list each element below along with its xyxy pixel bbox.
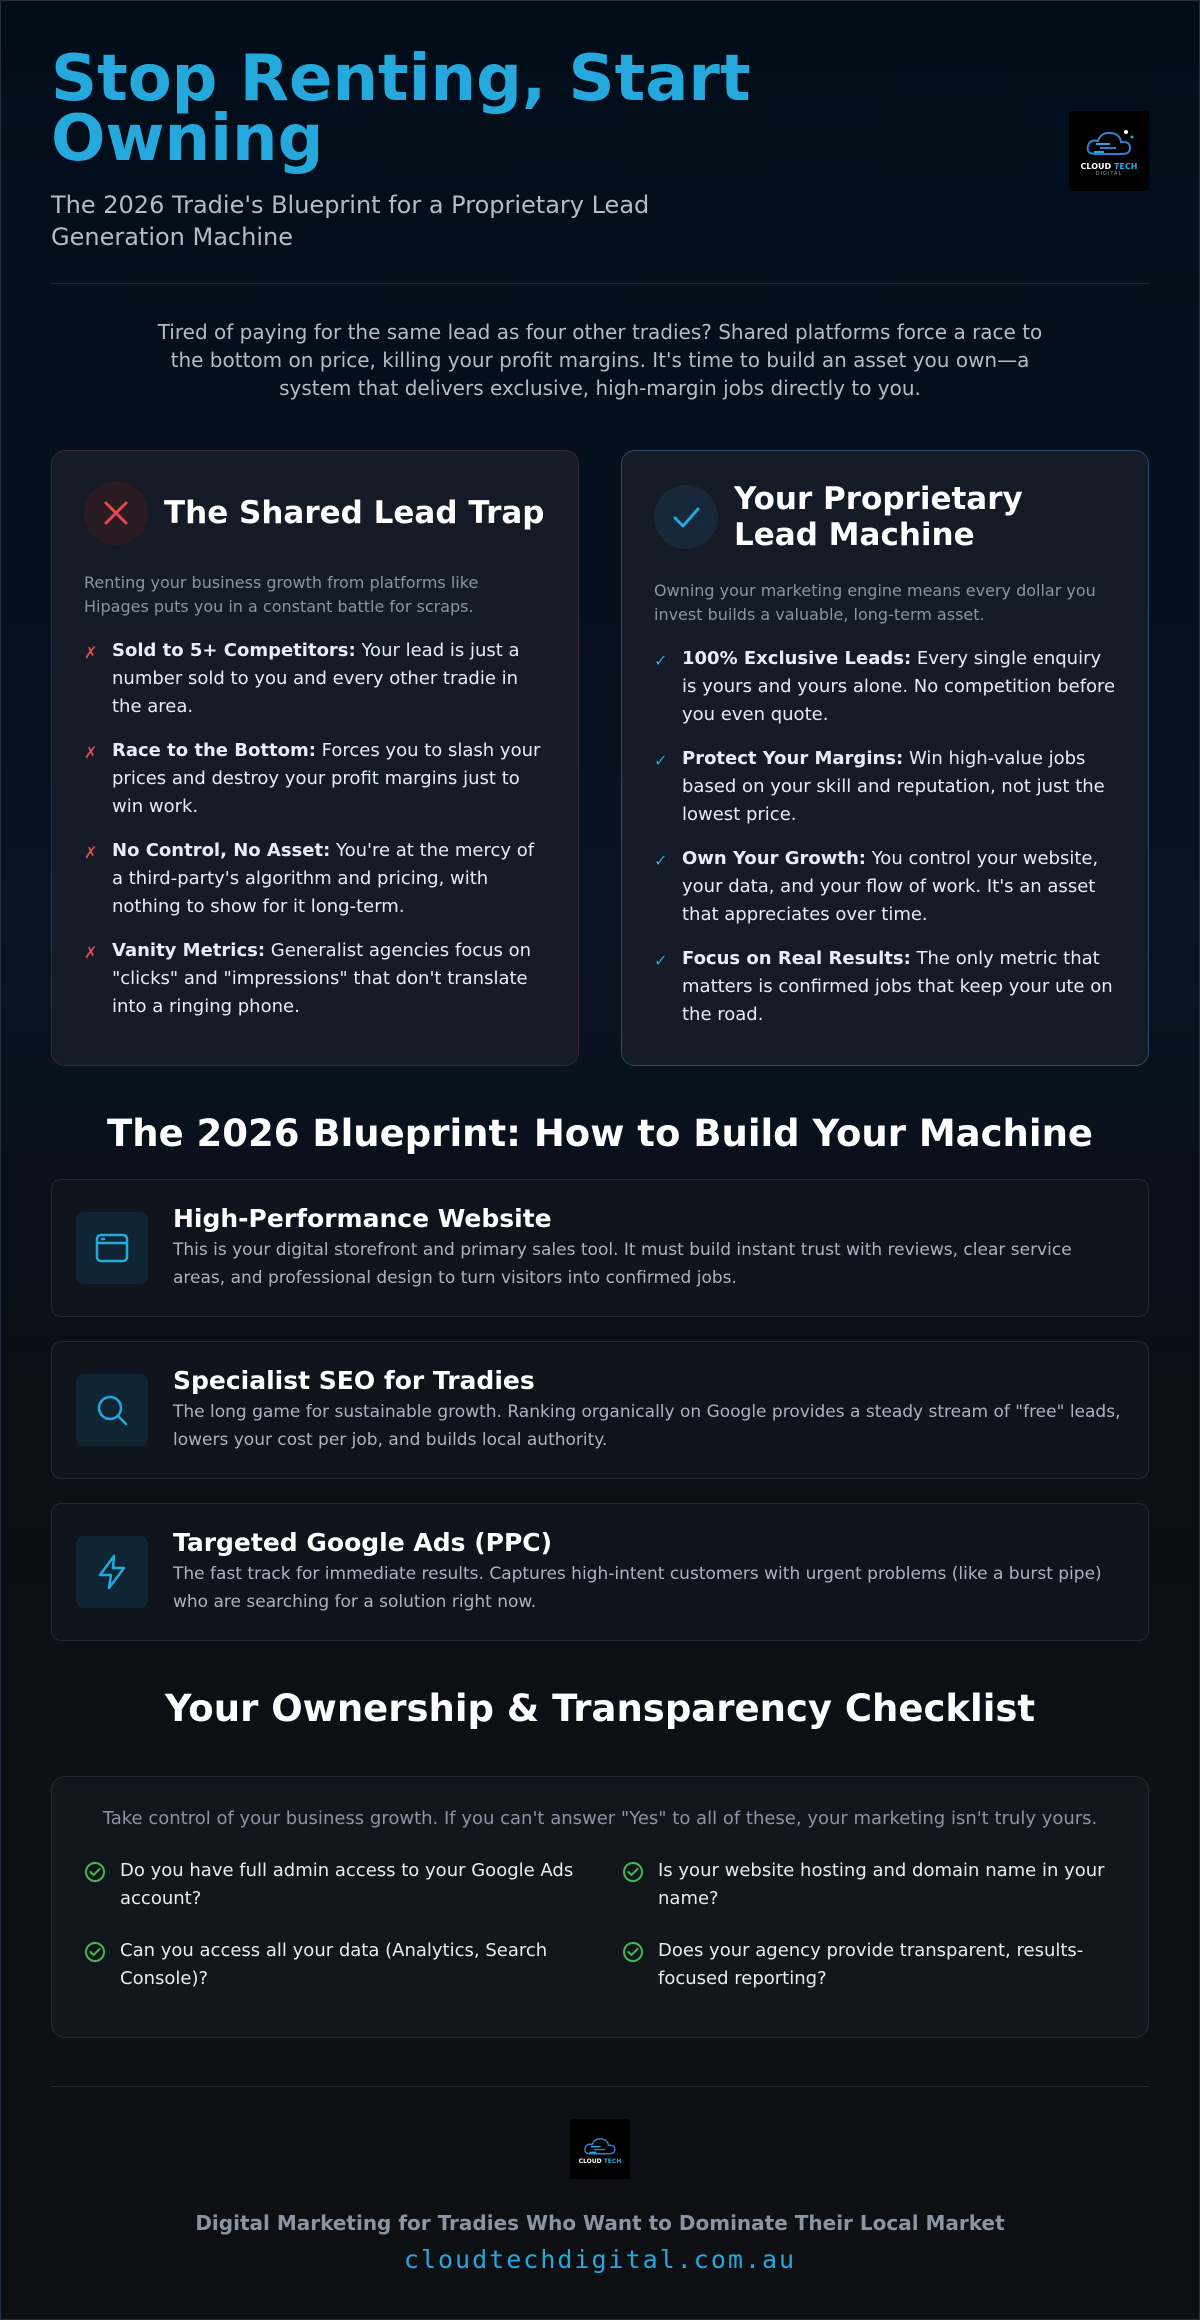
page-title: Stop Renting, Start Owning [51,42,751,176]
check-icon [654,485,718,549]
feature-title: High-Performance Website [173,1204,552,1233]
list-item: ✗ Race to the Bottom: Forces you to slash your prices and destroy your profit margins just to win work. [84,737,546,821]
checklist-item: Does your agency provide transparent, results-focused reporting? [622,1937,1116,1993]
checklist-item: Can you access all your data (Analytics, Search Console)? [84,1937,578,1993]
comparison-section [51,450,1149,1066]
checklist-item: Do you have full admin access to your Google Ads account? [84,1857,578,1913]
cross-mark-icon: ✗ [84,643,98,662]
footer-tagline: Digital Marketing for Tradies Who Want to Dominate Their Local Market [195,2211,1005,2235]
list-item: ✗ Sold to 5+ Competitors: Your lead is just a number sold to you and every other tradie in the area. [84,637,546,721]
feature-description: This is your digital storefront and primary sales tool. It must build instant trust with reviews, clear service areas, and professional design to turn visitors into confirmed jobs. [173,1240,1072,1288]
checklist-item: Is your website hosting and domain name in your name? [622,1857,1116,1913]
feature-card-website [51,1179,1149,1317]
list-item: ✓ Protect Your Margins: Win high-value jobs based on your skill and reputation, not just the lowest price. [654,745,1116,829]
cross-mark-icon: ✗ [84,843,98,862]
feature-title: Specialist SEO for Tradies [173,1366,535,1395]
card-intro: Renting your business growth from platforms like Hipages puts you in a constant battle for scraps. [84,573,479,616]
logo-wordmark: CLOUD TECH [578,2157,622,2165]
list-item: ✗ No Control, No Asset: You're at the mercy of a third-party's algorithm and pricing, with nothing to show for it long-term. [84,837,546,921]
feature-title: Targeted Google Ads (PPC) [173,1528,553,1557]
benefit-point-list [654,645,1116,1029]
list-item: ✓ Own Your Growth: You control your website, your data, and your flow of work. It's an asset that appreciates over time. [654,845,1116,929]
list-item: ✓ 100% Exclusive Leads: Every single enquiry is yours and yours alone. No competition before you even quote. [654,645,1116,729]
cloud-logo-icon [580,2134,620,2158]
website-link[interactable]: cloudtechdigital.com.au [403,2245,797,2274]
card-header [84,481,546,545]
divider [51,2086,1149,2087]
check-mark-icon: ✓ [654,851,668,870]
list-item: ✓ Focus on Real Results: The only metric that matters is confirmed jobs that keep your ute on the road. [654,945,1116,1029]
list-item: ✗ Vanity Metrics: Generalist agencies focus on "clicks" and "impressions" that don't translate into a ringing phone. [84,937,546,1021]
checklist-intro: Take control of your business growth. If you can't answer "Yes" to all of these, your marketing isn't truly yours. [102,1808,1098,1829]
checklist-card [51,1776,1149,2038]
check-mark-icon: ✓ [654,651,668,670]
feature-card-seo [51,1341,1149,1479]
card-intro: Owning your marketing engine means every dollar you invest builds a valuable, long-term asset. [654,581,1096,624]
check-circle-icon [622,1857,644,1913]
intro-text: Tired of paying for the same lead as four other tradies? Shared platforms force a race to the bottom on price, killing your profit margins. It's time to build an asset you own—a system that delivers exclusive, high-margin jobs directly to you. [157,320,1043,400]
footer-logo [570,2119,630,2179]
check-circle-icon [84,1937,106,1993]
card-title: The Shared Lead Trap [164,495,545,531]
check-circle-icon [84,1857,106,1913]
feature-description: The fast track for immediate results. Captures high-intent customers with urgent problems (like a burst pipe) who are searching for a solution right now. [173,1564,1102,1612]
feature-card-google-ads [51,1503,1149,1641]
blueprint-title: The 2026 Blueprint: How to Build Your Machine [106,1112,1094,1155]
page-subtitle: The 2026 Tradie's Blueprint for a Proprietary Lead Generation Machine [51,191,650,251]
checklist-title: Your Ownership & Transparency Checklist [164,1687,1036,1730]
brand-logo [1069,111,1149,191]
header [51,1,1149,283]
divider [51,283,1149,284]
check-mark-icon: ✓ [654,951,668,970]
check-mark-icon: ✓ [654,751,668,770]
x-icon [84,481,148,545]
cloud-logo-icon [1082,126,1136,160]
logo-tagline: DIGITAL [1095,170,1123,177]
card-title: Your Proprietary Lead Machine [734,481,1023,553]
check-circle-icon [622,1937,644,1993]
search-icon [76,1374,148,1446]
trap-point-list [84,637,546,1021]
footer [51,2119,1149,2274]
cross-mark-icon: ✗ [84,943,98,962]
cross-mark-icon: ✗ [84,743,98,762]
feature-description: The long game for sustainable growth. Ranking organically on Google provides a steady stream of "free" leads, lowers your cost per job, and builds local authority. [173,1402,1121,1450]
browser-window-icon [76,1212,148,1284]
card-header [654,481,1116,553]
lightning-bolt-icon [76,1536,148,1608]
checklist-grid [84,1857,1116,1993]
shared-lead-trap-card [51,450,579,1066]
logo-wordmark: CLOUD TECH [1080,161,1138,171]
proprietary-machine-card [621,450,1149,1066]
